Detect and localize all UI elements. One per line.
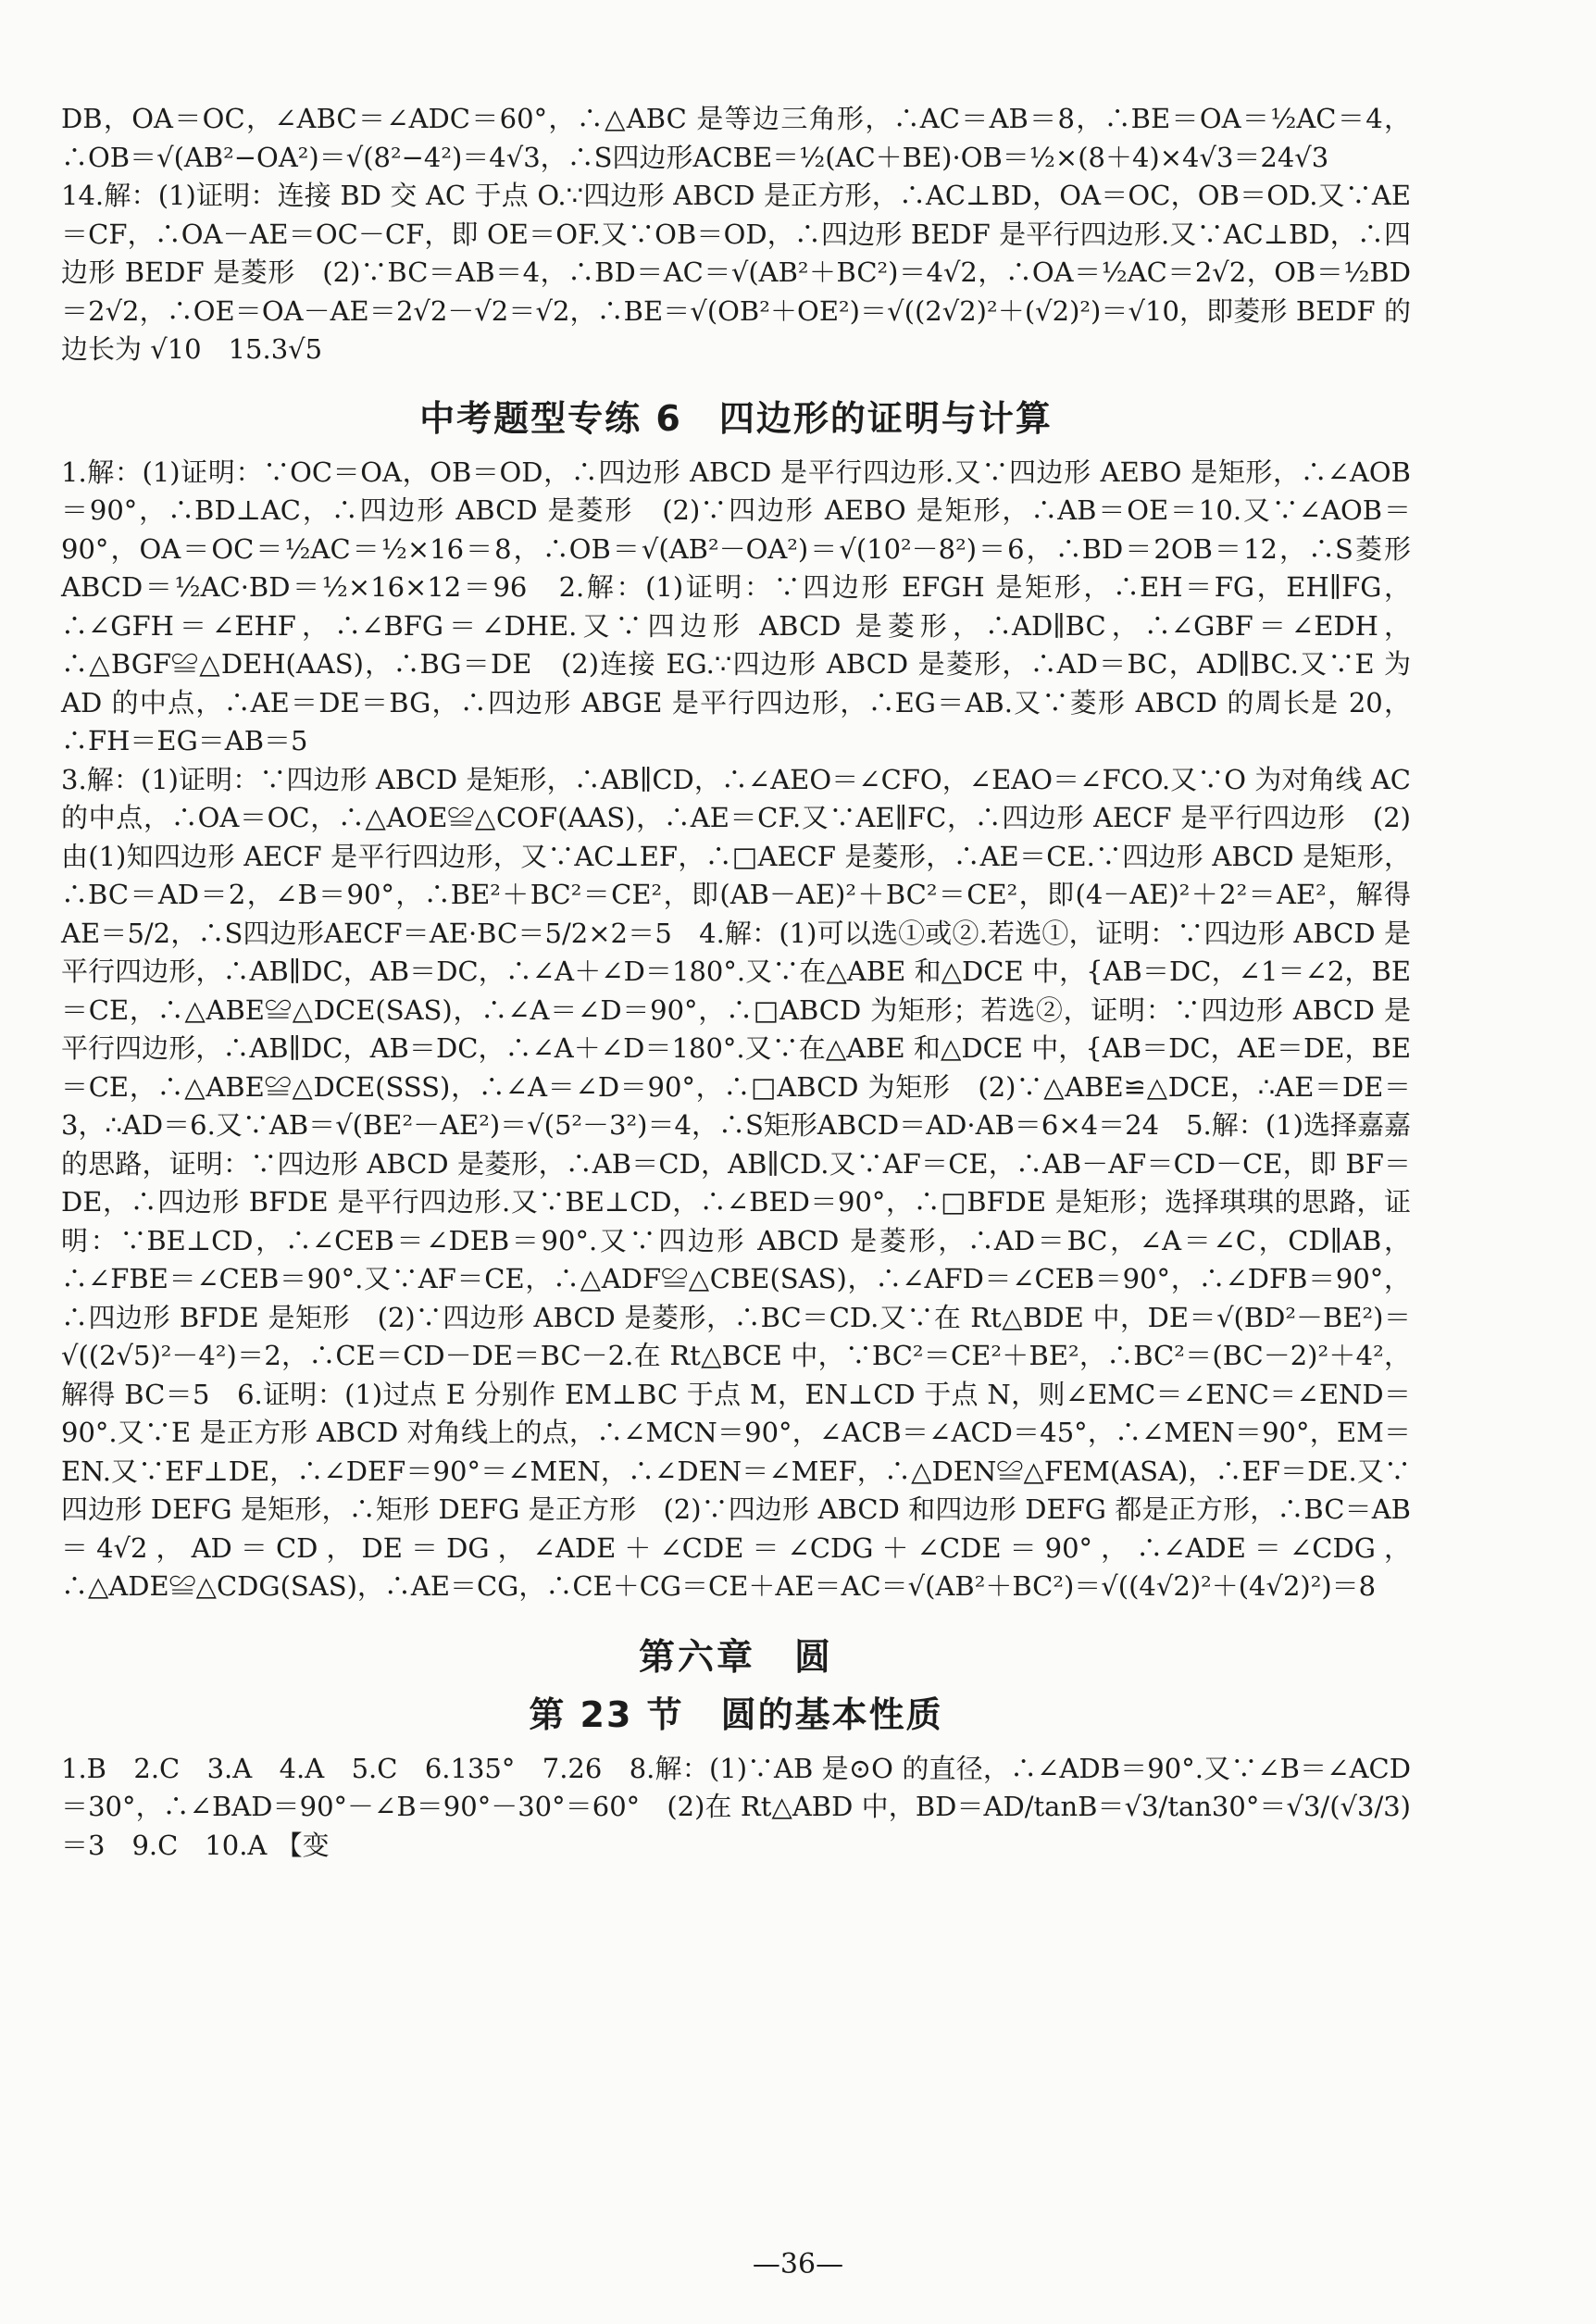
answer-paragraph-23-1-10: 1.B 2.C 3.A 4.A 5.C 6.135° 7.26 8.解：(1)∵AB 是⊙O 的直径，∴∠ADB＝90°.又∵∠B＝∠ACD＝30°，∴∠BAD＝90°－∠B＝90°－30°＝60° (2)在 Rt△ABD 中，BD＝AD/tanB＝√3/tan30°＝√3/(√3/3)＝3 9.C 10.A 【变 <box>61 1752 1411 1861</box>
section-title-practice-6: 中考题型专练 6 四边形的证明与计算 <box>419 397 1053 439</box>
answer-paragraph-13-continued: DB，OA＝OC，∠ABC＝∠ADC＝60°，∴△ABC 是等边三角形，∴AC＝AB＝8，∴BE＝OA＝½AC＝4，∴OB＝√(AB²−OA²)＝√(8²−4²)＝4√3，∴S四边形ACBE＝½(AC＋BE)·OB＝½×(8＋4)×4√3＝24√3 <box>61 103 1411 173</box>
answer-paragraph-3-6: 3.解：(1)证明：∵四边形 ABCD 是矩形，∴AB∥CD，∴∠AEO＝∠CFO，∠EAO＝∠FCO.又∵O 为对角线 AC 的中点，∴OA＝OC，∴△AOE≌△COF(AAS)，∴AE＝CF.又∵AE∥FC，∴四边形 AECF 是平行四边形 (2)由(1)知四边形 AECF 是平行四边形，又∵AC⊥EF，∴□AECF 是菱形，∴AE＝CE.∵四边形 ABCD 是矩形，∴BC＝AD＝2，∠B＝90°，∴BE²＋BC²＝CE²，即(AB－AE)²＋BC²＝CE²，即(4－AE)²＋2²＝AE²，解得 AE＝5/2，∴S四边形AECF＝AE·BC＝5/2×2＝5 4.解：(1)可以选①或②.若选①，证明：∵四边形 ABCD 是平行四边形，∴AB∥DC，AB＝DC，∴∠A＋∠D＝180°.又∵在△ABE 和△DCE 中，{AB＝DC，∠1＝∠2，BE＝CE，∴△ABE≌△DCE(SAS)，∴∠A＝∠D＝90°，∴□ABCD 为矩形；若选②，证明：∵四边形 ABCD 是平行四边形，∴AB∥DC，AB＝DC，∴∠A＋∠D＝180°.又∵在△ABE 和△DCE 中，{AB＝DC，AE＝DE，BE＝CE，∴△ABE≌△DCE(SSS)，∴∠A＝∠D＝90°，∴□ABCD 为矩形 (2)∵△ABE≌△DCE，∴AE＝DE＝3，∴AD＝6.又∵AB＝√(BE²－AE²)＝√(5²－3²)＝4，∴S矩形ABCD＝AD·AB＝6×4＝24 5.解：(1)选择嘉嘉的思路，证明：∵四边形 ABCD 是菱形，∴AB＝CD，AB∥CD.又∵AF＝CE，∴AB－AF＝CD－CE，即 BF＝DE，∴四边形 BFDE 是平行四边形.又∵BE⊥CD，∴∠BED＝90°，∴□BFDE 是矩形；选择琪琪的思路，证明：∵BE⊥CD，∴∠CEB＝∠DEB＝90°.又∵四边形 ABCD 是菱形，∴AD＝BC，∠A＝∠C，CD∥AB，∴∠FBE＝∠CEB＝90°.又∵AF＝CE，∴△ADF≌△CBE(SAS)，∴∠AFD＝∠CEB＝90°，∴∠DFB＝90°，∴四边形 BFDE 是矩形 (2)∵四边形 ABCD 是菱形，∴BC＝CD.又∵在 Rt△BDE 中，DE＝√(BD²－BE²)＝√((2√5)²－4²)＝2，∴CE＝CD－DE＝BC－2.在 Rt△BCE 中，∵BC²＝CE²＋BE²，∴BC²＝(BC－2)²＋4²，解得 BC＝5 6.证明：(1)过点 E 分别作 EM⊥BC 于点 M，EN⊥CD 于点 N，则∠EMC＝∠ENC＝∠END＝90°.又∵E 是正方形 ABCD 对角线上的点，∴∠MCN＝90°，∠ACB＝∠ACD＝45°，∴∠MEN＝90°，EM＝EN.又∵EF⊥DE，∴∠DEF＝90°＝∠MEN，∴∠DEN＝∠MEF，∴△DEN≌△FEM(ASA)，∴EF＝DE.又∵四边形 DEFG 是矩形，∴矩形 DEFG 是正方形 (2)∵四边形 ABCD 和四边形 DEFG 都是正方形，∴BC＝AB＝4√2，AD＝CD，DE＝DG，∠ADE＋∠CDE＝∠CDG＋∠CDE＝90°，∴∠ADE＝∠CDG，∴△ADE≌△CDG(SAS)，∴AE＝CG，∴CE＋CG＝CE＋AE＝AC＝√(AB²＋BC²)＝√((4√2)²＋(4√2)²)＝8 <box>61 763 1412 1602</box>
answer-paragraph-1-2: 1.解：(1)证明：∵OC＝OA，OB＝OD，∴四边形 ABCD 是平行四边形.又∵四边形 AEBO 是矩形，∴∠AOB＝90°，∴BD⊥AC，∴四边形 ABCD 是菱形 (2)∵四边形 AEBO 是矩形，∴AB＝OE＝10.又∵∠AOB＝90°，OA＝OC＝½AC＝½×16＝8，∴OB＝√(AB²－OA²)＝√(10²－8²)＝6，∴BD＝2OB＝12，∴S菱形ABCD＝½AC·BD＝½×16×12＝96 2.解：(1)证明：∵四边形 EFGH 是矩形，∴EH＝FG，EH∥FG，∴∠GFH＝∠EHF，∴∠BFG＝∠DHE.又∵四边形 ABCD 是菱形，∴AD∥BC，∴∠GBF＝∠EDH，∴△BGF≌△DEH(AAS)，∴BG＝DE (2)连接 EG.∵四边形 ABCD 是菱形，∴AD＝BC，AD∥BC.又∵E 为 AD 的中点，∴AE＝DE＝BG，∴四边形 ABGE 是平行四边形，∴EG＝AB.又∵菱形 ABCD 的周长是 20，∴FH＝EG＝AB＝5 <box>61 456 1411 756</box>
section-title-23: 第 23 节 圆的基本性质 <box>529 1693 943 1735</box>
answer-paragraph-14-15: 14.解：(1)证明：连接 BD 交 AC 于点 O.∵四边形 ABCD 是正方形，∴AC⊥BD，OA＝OC，OB＝OD.又∵AE＝CF，∴OA－AE＝OC－CF，即 OE＝OF.又∵OB＝OD，∴四边形 BEDF 是平行四边形.又∵AC⊥BD，∴四边形 BEDF 是菱形 (2)∵BC＝AB＝4，∴BD＝AC＝√(AB²＋BC²)＝4√2，∴OA＝½AC＝2√2，OB＝½BD＝2√2，∴OE＝OA－AE＝2√2－√2＝√2，∴BE＝√(OB²＋OE²)＝√((2√2)²＋(√2)²)＝√10，即菱形 BEDF 的边长为 √10 15.3√5 <box>61 180 1411 365</box>
page-number: —36— <box>752 2248 844 2280</box>
chapter-title: 第六章 圆 <box>638 1636 833 1679</box>
